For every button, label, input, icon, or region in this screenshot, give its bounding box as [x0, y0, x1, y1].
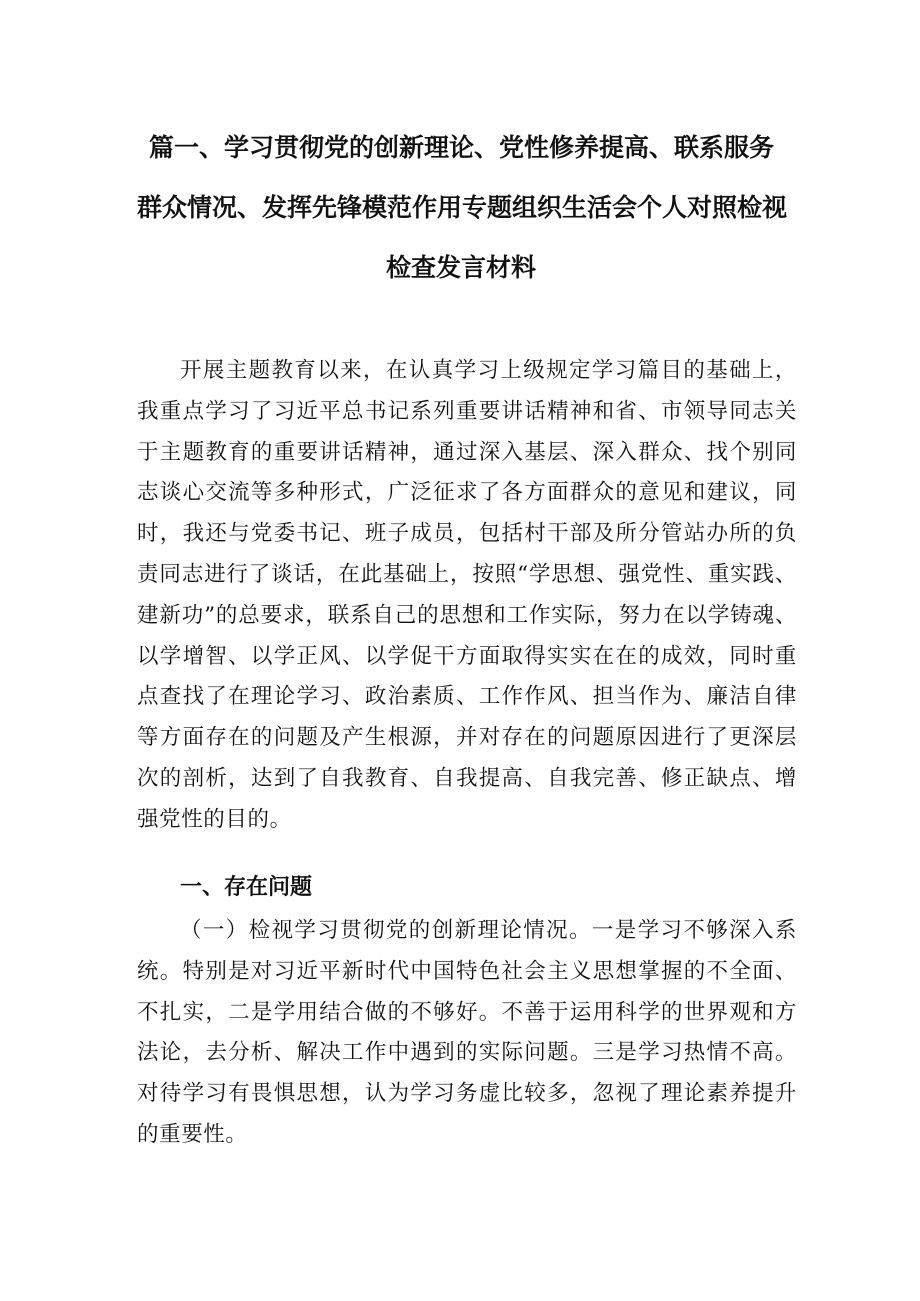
intro-paragraph: 开展主题教育以来，在认真学习上级规定学习篇目的基础上，我重点学习了习近平总书记系列重要讲话精神和省、市领导同志关于主题教育的重要讲话精神，通过深入基层、深入群众、找个别同志谈心交流等多种形式，广泛征求了各方面群众的意见和建议，同时，我还与党委书记、班子成员，包括村干部及所分管站办所的负责同志进行了谈话，在此基础上，按照“学思想、强党性、重实践、建新功”的总要求，联系自己的思想和工作实际，努力在以学铸魂、以学增智、以学正风、以学促干方面取得实实在在的成效，同时重点查找了在理论学习、政治素质、工作作风、担当作为、廉洁自律等方面存在的问题及产生根源，并对存在的问题原因进行了更深层次的剖析，达到了自我教育、自我提高、自我完善、修正缺点、增强党性的目的。 — [137, 358, 797, 832]
title-line-1: 篇一、学习贯彻党的创新理论、党性修养提高、联系服务 — [148, 133, 774, 162]
title-line-3: 检查发言材料 — [385, 253, 536, 282]
section-heading-problems: 一、存在问题 — [180, 875, 313, 900]
title-line-2: 群众情况、发挥先锋模范作用专题组织生活会个人对照检视 — [136, 193, 787, 222]
problems-section — [137, 911, 797, 1156]
problems-paragraph-1: （一）检视学习贯彻党的创新理论情况。一是学习不够深入系统。特别是对习近平新时代中国特色社会主义思想掌握的不全面、不扎实，二是学用结合做的不够好。不善于运用科学的世界观和方法论，去分析、解决工作中遇到的实际问题。三是学习热情不高。对待学习有畏惧思想，认为学习务虚比较多，忽视了理论素养提升的重要性。 — [137, 918, 797, 1147]
intro-section — [137, 351, 797, 841]
document-title — [0, 128, 920, 308]
